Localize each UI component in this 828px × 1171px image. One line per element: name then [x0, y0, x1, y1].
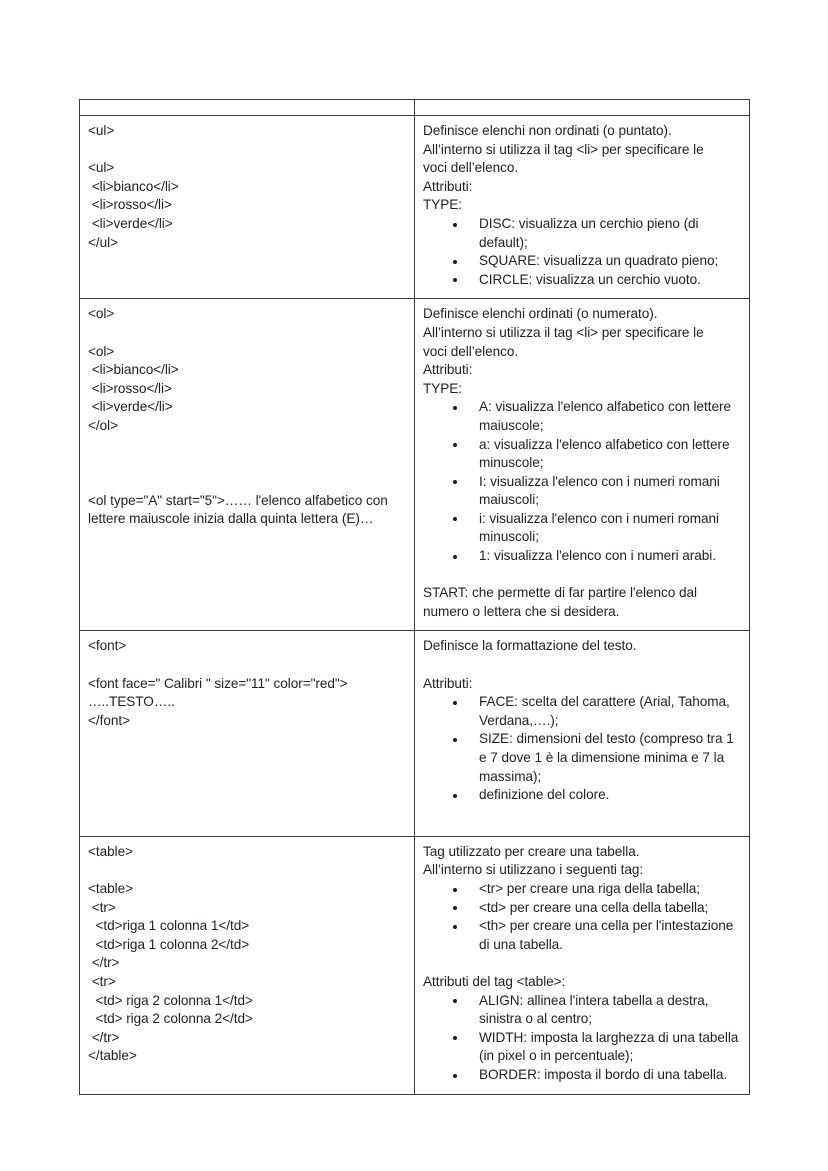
- tag-name: <table>: [88, 843, 134, 859]
- list-item-label: i: visualizza l'elenco con i numeri romani minuscoli;: [479, 510, 719, 545]
- list-item-label: ALIGN: allinea l'intera tabella a destra, sinistra o al centro;: [479, 992, 709, 1027]
- bullet-dot-icon: [453, 1036, 457, 1040]
- bullet-dot-icon: [453, 906, 457, 910]
- row-ol-right-cell: [415, 299, 750, 631]
- table-row: [80, 299, 750, 631]
- code-line: <table>: [88, 880, 134, 896]
- bullet-dot-icon: [453, 406, 457, 410]
- row-font-right-cell: [415, 631, 750, 836]
- bullet-dot-icon: [453, 701, 457, 705]
- list-item-label: CIRCLE: visualizza un cerchio vuoto.: [479, 271, 701, 287]
- bullet-dot-icon: [453, 555, 457, 559]
- list-item-label: SIZE: dimensioni del testo (compreso tra 1 e 7 dove 1 è la dimensione minima e 7 la massima);: [479, 731, 734, 784]
- table-row: [80, 836, 750, 1094]
- list-item-label: A: visualizza l'elenco alfabetico con lettere maiuscole;: [479, 399, 731, 433]
- list-item-label: FACE: scelta del carattere (Arial, Tahoma, Verdana,….);: [479, 694, 730, 728]
- list-item: [423, 473, 741, 510]
- description-line: TYPE:: [423, 197, 463, 213]
- code-line: <li>verde</li>: [88, 215, 173, 231]
- bullet-dot-icon: [453, 999, 457, 1003]
- code-line: </tr>: [88, 955, 120, 971]
- list-item: [423, 1066, 741, 1085]
- list-item: [423, 252, 741, 271]
- bullet-dot-icon: [453, 517, 457, 521]
- row-ol-right-content: [415, 299, 749, 630]
- row-ul-left-content: [80, 116, 414, 261]
- list-item-label: definizione del colore.: [479, 787, 610, 803]
- bullet-dot-icon: [453, 223, 457, 227]
- bullet-dot-icon: [453, 888, 457, 892]
- list-item-label: DISC: visualizza un cerchio pieno (di default);: [479, 215, 699, 250]
- list-item: [423, 899, 741, 918]
- description-line: All’interno si utilizza il tag <li> per specificare le: [423, 141, 704, 157]
- description-line: Attributi:: [423, 178, 473, 194]
- list-item-label: <th> per creare una cella per l'intestazione di una tabella.: [479, 918, 734, 952]
- spacer: [88, 861, 407, 880]
- bullet-dot-icon: [453, 480, 457, 484]
- code-line: …..TESTO…..: [88, 694, 175, 710]
- row-font-right-content: [415, 631, 749, 835]
- bullet-dot-icon: [453, 260, 457, 264]
- row-ul-right-cell: [415, 116, 750, 299]
- spacer: [88, 141, 407, 160]
- list-item-label: BORDER: imposta il bordo di una tabella.: [479, 1066, 728, 1082]
- code-line: <font face=" Calibri " size="11" color="red">: [88, 675, 348, 691]
- list-item: [423, 992, 741, 1029]
- list-item-label: 1: visualizza l'elenco con i numeri arabi.: [479, 548, 716, 564]
- attribute-bullet-list: [423, 992, 741, 1085]
- spacer: [88, 436, 407, 492]
- attribute-bullet-list: [423, 693, 741, 805]
- list-item: [423, 880, 741, 899]
- list-item: [423, 215, 741, 252]
- code-line: <li>rosso</li>: [88, 380, 172, 396]
- row-ol-left-content: [80, 299, 414, 537]
- table-row: [80, 116, 750, 299]
- list-item-label: <td> per creare una cella della tabella;: [479, 899, 709, 915]
- list-item: [423, 730, 741, 786]
- bullet-dot-icon: [453, 443, 457, 447]
- list-item-label: a: visualizza l'elenco alfabetico con lettere minuscole;: [479, 436, 730, 471]
- row-font-left-content: [80, 631, 414, 739]
- spacer: [423, 805, 741, 827]
- bullet-dot-icon: [453, 794, 457, 798]
- row-ol-left-cell: [80, 299, 415, 631]
- list-item: [423, 917, 741, 954]
- row-table-left-content: [80, 837, 414, 1075]
- bullet-dot-icon: [453, 278, 457, 282]
- bullet-dot-icon: [453, 1074, 457, 1078]
- description-line: numero o lettera che si desidera.: [423, 603, 620, 619]
- description-line: Definisce elenchi non ordinati (o puntato).: [423, 123, 672, 138]
- description-line: Attributi:: [423, 362, 473, 378]
- code-line: <li>bianco</li>: [88, 362, 179, 378]
- usage-note: <ol type="A" start="5">…… l'elenco alfabetico con lettere maiuscole inizia dalla quinta lettera (E)…: [88, 492, 392, 527]
- attribute-bullet-list: [423, 398, 741, 565]
- description-line: START: che permette di far partire l'elenco dal: [423, 585, 698, 601]
- spacer: [88, 324, 407, 343]
- list-item: [423, 436, 741, 473]
- description-line: voci dell’elenco.: [423, 160, 519, 176]
- description-line: Attributi del tag <table>:: [423, 973, 566, 989]
- list-item: [423, 547, 741, 566]
- list-item: [423, 271, 741, 290]
- bullet-dot-icon: [453, 738, 457, 742]
- list-item: [423, 786, 741, 805]
- code-line: <td>riga 1 colonna 1</td>: [88, 918, 250, 934]
- description-line: Definisce la formattazione del testo.: [423, 638, 637, 654]
- code-line: <td> riga 2 colonna 1</td>: [88, 992, 253, 1008]
- row-table-left-cell: [80, 836, 415, 1094]
- description-line: All’interno si utilizza il tag <li> per specificare le: [423, 324, 704, 340]
- list-item: [423, 1029, 741, 1066]
- tag-name: <font>: [88, 638, 127, 654]
- inner-tags-bullet-list: [423, 880, 741, 954]
- spacer: [88, 656, 407, 675]
- tag-name: <ol>: [88, 306, 115, 322]
- table-row: [80, 631, 750, 836]
- table-header-row: [80, 100, 750, 116]
- list-item: [423, 693, 741, 730]
- code-line: <ul>: [88, 160, 115, 176]
- row-table-right-content: [415, 837, 749, 1094]
- code-line: </ul>: [88, 234, 118, 250]
- code-line: </tr>: [88, 1029, 120, 1045]
- list-item: [423, 398, 741, 435]
- list-item: [423, 510, 741, 547]
- list-item-label: <tr> per creare una riga della tabella;: [479, 880, 700, 896]
- code-line: <li>rosso</li>: [88, 197, 172, 213]
- code-line: </font>: [88, 712, 130, 728]
- row-table-right-cell: [415, 836, 750, 1094]
- header-cell-right-content: [415, 100, 749, 115]
- code-line: <td> riga 2 colonna 2</td>: [88, 1011, 253, 1027]
- code-line: <tr>: [88, 899, 116, 915]
- code-line: </table>: [88, 1048, 137, 1064]
- row-ul-left-cell: [80, 116, 415, 299]
- code-line: </ol>: [88, 417, 118, 433]
- description-line: TYPE:: [423, 380, 463, 396]
- html-tags-reference-table: [79, 99, 750, 1095]
- description-line: Tag utilizzato per creare una tabella.: [423, 843, 640, 859]
- list-item-label: WIDTH: imposta la larghezza di una tabella (in pixel o in percentuale);: [479, 1029, 739, 1064]
- bullet-dot-icon: [453, 925, 457, 929]
- row-font-left-cell: [80, 631, 415, 836]
- header-cell-right: [415, 100, 750, 116]
- description-line: voci dell’elenco.: [423, 343, 519, 359]
- tag-name: <ul>: [88, 123, 115, 138]
- description-line: Attributi:: [423, 675, 473, 691]
- code-line: <td>riga 1 colonna 2</td>: [88, 936, 250, 952]
- code-line: <li>verde</li>: [88, 399, 173, 415]
- code-line: <ol>: [88, 343, 115, 359]
- header-cell-left-content: [80, 100, 414, 115]
- description-line: Definisce elenchi ordinati (o numerato).: [423, 306, 658, 322]
- header-cell-left: [80, 100, 415, 116]
- code-line: <tr>: [88, 973, 116, 989]
- spacer: [423, 954, 741, 973]
- description-line: All’interno si utilizzano i seguenti tag:: [423, 862, 644, 878]
- list-item-label: I: visualizza l'elenco con i numeri romani maiuscoli;: [479, 473, 720, 508]
- list-item-label: SQUARE: visualizza un quadrato pieno;: [479, 253, 719, 269]
- attribute-bullet-list: [423, 215, 741, 289]
- spacer: [423, 566, 741, 585]
- code-line: <li>bianco</li>: [88, 178, 179, 194]
- row-ul-right-content: [415, 116, 749, 298]
- spacer: [423, 656, 741, 675]
